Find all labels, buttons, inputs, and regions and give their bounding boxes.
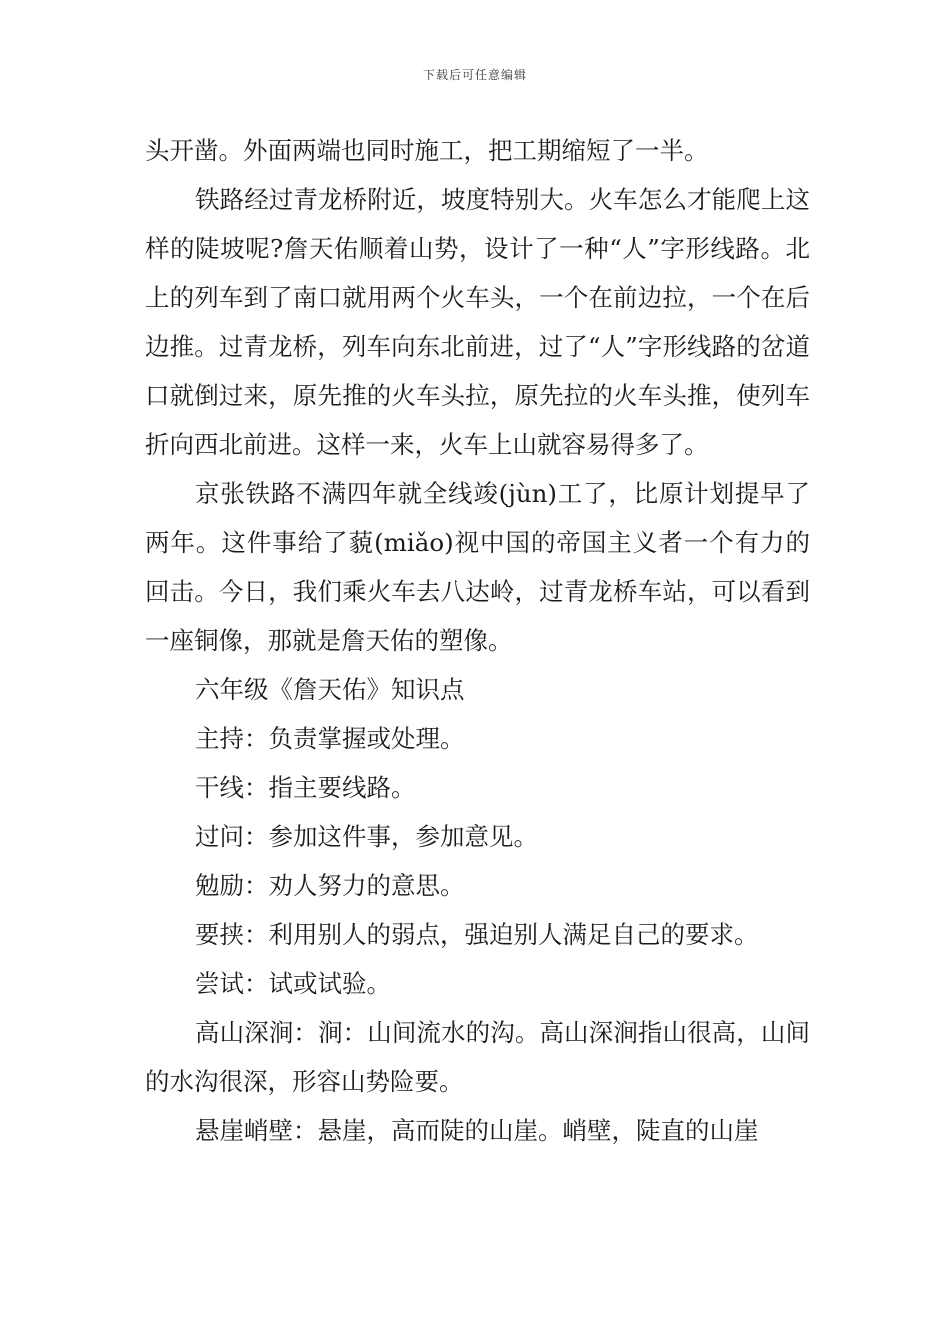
definition-item: 悬崖峭壁：悬崖，高而陡的山崖。峭壁，陡直的山崖 [195,1116,759,1145]
definition-item: 过问：参加这件事，参加意见。 [195,822,538,851]
page-header: 下载后可任意编辑 [422,68,527,82]
document-body [145,126,810,1155]
definition-item: 主持：负责掌握或处理。 [195,724,465,753]
definition-item: 要挟：利用别人的弱点，强迫别人满足自己的要求。 [195,920,759,949]
paragraph-3: 京张铁路不满四年就全线竣(jùn)工了，比原计划提早了两年。这件事给了藐(miǎo)视中国的帝国主义者一个有力的回击。今日，我们乘火车去八达岭，过青龙桥车站，可以看到一座铜像，那就是詹天佑的塑像。 [145,479,810,655]
section-title: 六年级《詹天佑》知识点 [195,675,465,704]
definition-item: 高山深涧：涧：山间流水的沟。高山深涧指山很高，山间的水沟很深，形容山势险要。 [145,1018,810,1096]
paragraph-1: 头开凿。外面两端也同时施工，把工期缩短了一半。 [145,136,709,165]
definition-item: 干线：指主要线路。 [195,773,416,802]
paragraph-2: 铁路经过青龙桥附近，坡度特别大。火车怎么才能爬上这样的陡坡呢?詹天佑顺着山势，设计了一种“人”字形线路。北上的列车到了南口就用两个火车头，一个在前边拉，一个在后边推。过青龙桥，列车向东北前进，过了“人”字形线路的岔道口就倒过来，原先推的火车头拉，原先拉的火车头推，使列车折向西北前进。这样一来，火车上山就容易得多了。 [145,185,810,459]
definition-item: 尝试：试或试验。 [195,969,391,998]
definition-item: 勉励：劝人努力的意思。 [195,871,465,900]
